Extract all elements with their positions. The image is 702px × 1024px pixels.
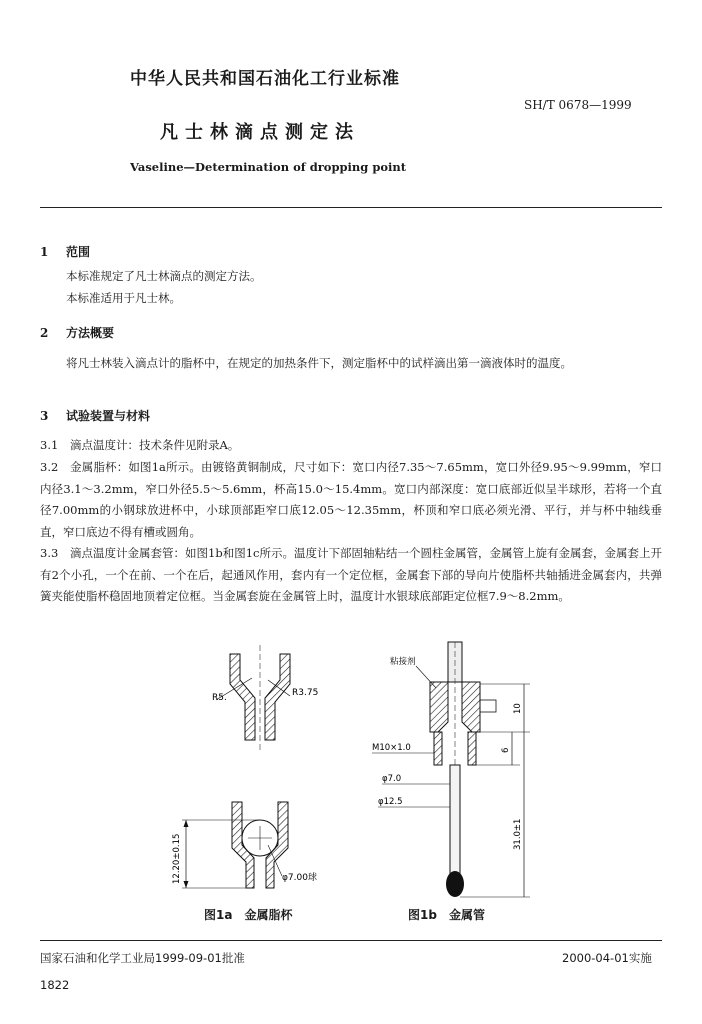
- figure-1a-drawing: [160, 640, 360, 905]
- approval-line: 国家石油和化学工业局1999-09-01批准: [40, 951, 245, 965]
- standard-organization: 中华人民共和国石油化工行业标准: [130, 69, 400, 89]
- label-r5: R5.: [212, 693, 227, 703]
- figure-1a-caption: 图1a 金属脂杯: [204, 908, 293, 922]
- section-3-heading: [40, 407, 150, 424]
- tube-right-block: [462, 682, 480, 732]
- section-1-heading: [40, 243, 90, 260]
- footer-divider: [40, 940, 662, 941]
- section-1-number: 1: [40, 245, 49, 259]
- figure-1b-drawing: [370, 640, 560, 905]
- clause-3-1-number: 3.1: [40, 438, 59, 452]
- section-2-title: 方法概要: [66, 326, 115, 340]
- mercury-bulb: [446, 871, 464, 897]
- cup-left-wall: [230, 654, 255, 740]
- label-height: 12.20±0.15: [172, 833, 182, 884]
- implementation-date: 2000-04-01实施: [562, 951, 652, 965]
- page-number: 1822: [40, 978, 70, 992]
- section-1-title: 范围: [66, 245, 91, 259]
- clause-3-2-number: 3.2: [40, 460, 59, 474]
- clause-3-3-number: 3.3: [40, 546, 59, 560]
- section-1-line-1: 本标准规定了凡士林滴点的测定方法。: [66, 269, 262, 283]
- clause-3-2: [40, 457, 662, 543]
- clause-3-3: [40, 543, 662, 608]
- section-2-heading: [40, 324, 114, 341]
- label-r375: R3.75: [292, 688, 319, 698]
- section-1-line-2: 本标准适用于凡士林。: [66, 291, 181, 305]
- label-6: 6: [501, 747, 511, 753]
- clause-3-3-text: 滴点温度计金属套管：如图1b和图1c所示。温度计下部固轴粘结一个圆柱金属管，金属管上旋有金属套，金属套上开有2个小孔，一个在前、一个在后，起通风作用，套内有一个定位框，金属套下部的导向片使脂杯共轴插进金属套内，共弹簧夹能使脂杯稳固地顶着定位框。当金属套旋在金属管上时，温度计水银球底部距定位框7.9～8.2mm。: [40, 546, 662, 603]
- label-31: 31.0±1: [513, 818, 523, 850]
- cup-right-wall: [265, 654, 290, 740]
- label-adhesive: 粘接剂: [390, 657, 416, 667]
- label-thread: M10×1.0: [372, 743, 411, 753]
- section-3-number: 3: [40, 409, 49, 423]
- section-2-number: 2: [40, 326, 49, 340]
- document-title-en: Vaseline—Determination of dropping point: [130, 160, 407, 174]
- section-3-title: 试验装置与材料: [66, 409, 151, 423]
- standard-code: SH/T 0678—1999: [524, 98, 632, 112]
- section-2-text: 将凡士林装入滴点计的脂杯中，在规定的加热条件下，测定脂杯中的试样滴出第一滴液体时的温度。: [66, 356, 572, 370]
- clause-3-1: [40, 435, 662, 457]
- header-divider: [40, 207, 662, 208]
- clause-3-1-text: 滴点温度计：技术条件见附录A。: [70, 438, 240, 452]
- tube-left-block: [430, 682, 448, 732]
- label-10: 10: [513, 703, 523, 714]
- label-ball: φ7.00球: [282, 873, 317, 883]
- label-d125: φ12.5: [378, 797, 403, 807]
- label-d7: φ7.0: [382, 774, 402, 784]
- clause-3-2-text: 金属脂杯：如图1a所示。由镀铬黄铜制成，尺寸如下：宽口内径7.35～7.65mm，宽口外径9.95～9.99mm，窄口内径3.1～3.2mm，窄口外径5.5～5.6mm，杯高15.0～15.4mm。宽口内部深度：宽口底部近似呈半球形，若将一个直径7.00mm的小钢球放进杯中，小球顶部距窄口底12.05～12.35mm，杯顶和窄口底必须光滑、平行，并与杯中轴线垂直，窄口底边不得有槽或圆角。: [40, 460, 662, 539]
- document-title-cn: 凡士林滴点测定法: [160, 122, 360, 143]
- figure-1b-caption: 图1b 金属管: [408, 908, 485, 922]
